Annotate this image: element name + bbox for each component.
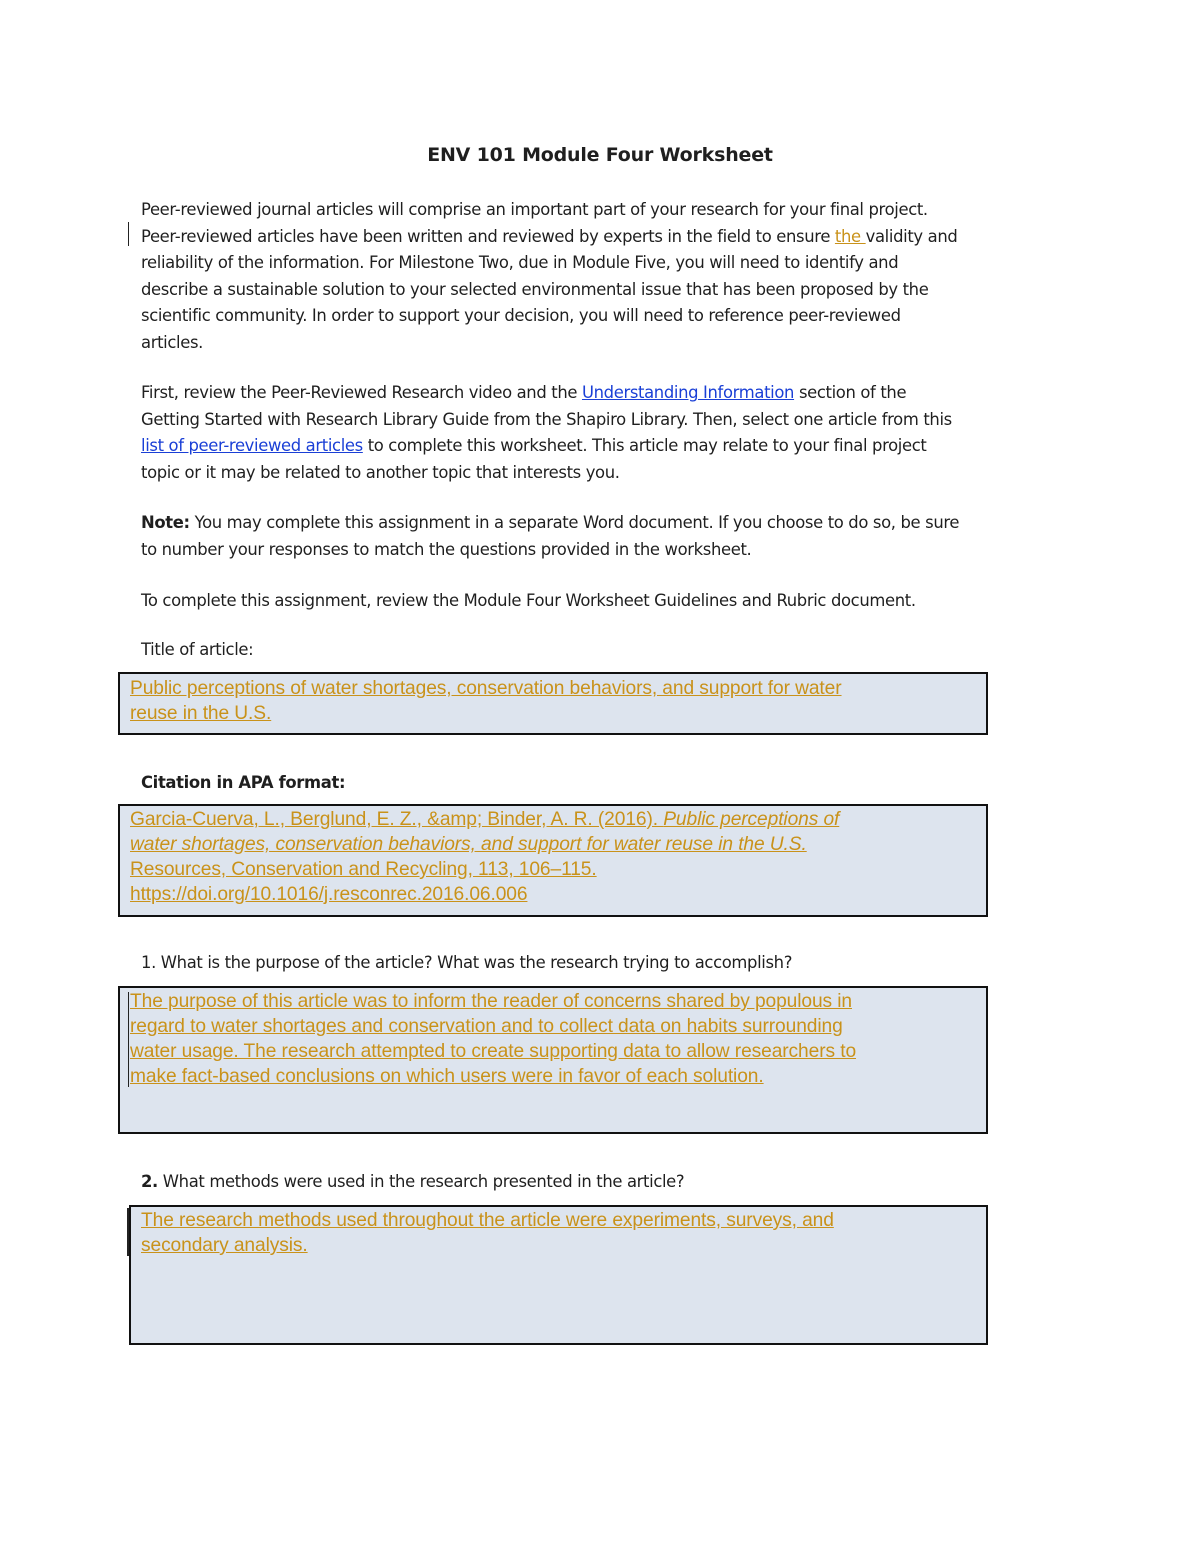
q2-cursor xyxy=(127,1208,129,1256)
note-paragraph xyxy=(141,510,1061,563)
intro-line-2-text: Peer-reviewed articles have been written and reviewed by experts in the field to ensure xyxy=(141,226,835,246)
q1-answer-line-3: water usage. The research attempted to create supporting data to allow researchers to xyxy=(130,1041,857,1062)
intro-line-2-end: validity and xyxy=(865,226,958,246)
document-title: ENV 101 Module Four Worksheet xyxy=(427,144,773,166)
q1-cursor xyxy=(128,992,129,1087)
note-line-2: to number your responses to match the questions provided in the worksheet. xyxy=(141,539,752,559)
intro-line-4: describe a sustainable solution to your selected environmental issue that has been proposed by the xyxy=(141,279,929,299)
peer-reviewed-articles-link[interactable]: list of peer-reviewed articles xyxy=(141,436,363,455)
note-line-1 xyxy=(141,510,1061,537)
instr-text-l3: to complete this worksheet. This article may relate to your final project xyxy=(362,436,927,455)
question-2-label xyxy=(141,1172,684,1191)
text-cursor xyxy=(128,222,129,246)
tracked-insertion: the xyxy=(834,226,866,246)
title-answer-text[interactable] xyxy=(130,676,842,726)
title-answer-line-2: reuse in the U.S. xyxy=(130,703,272,724)
q2-answer-text[interactable] xyxy=(141,1208,834,1258)
q2-answer-line-1: The research methods used throughout the article were experiments, surveys, and xyxy=(141,1210,834,1231)
citation-line-2 xyxy=(130,832,839,857)
intro-line-2 xyxy=(141,224,1061,251)
intro-line-6: articles. xyxy=(141,332,204,352)
note-text: You may complete this assignment in a separate Word document. If you choose to do so, be sure xyxy=(189,513,960,532)
understanding-information-link[interactable]: Understanding Information xyxy=(581,383,795,402)
q2-number: 2. xyxy=(141,1172,158,1191)
q2-text: What methods were used in the research presented in the article? xyxy=(157,1172,685,1191)
citation-title-part-2: water shortages, conservation behaviors, and support for water reuse in the U.S. xyxy=(130,834,807,855)
citation-answer-text[interactable] xyxy=(130,807,839,907)
intro-paragraph xyxy=(141,197,1061,356)
citation-label: Citation in APA format: xyxy=(141,773,346,792)
q1-answer-line-2: regard to water shortages and conservation and to collect data on habits surrounding xyxy=(130,1016,843,1037)
question-1-label: 1. What is the purpose of the article? What was the research trying to accomplish? xyxy=(141,953,793,972)
note-label: Note: xyxy=(141,513,190,532)
instr-line-4: topic or it may be related to another topic that interests you. xyxy=(141,462,620,482)
citation-doi-link[interactable]: https://doi.org/10.1016/j.resconrec.2016.06.006 xyxy=(130,884,528,905)
complete-line: To complete this assignment, review the Module Four Worksheet Guidelines and Rubric document. xyxy=(141,591,916,610)
q1-answer-line-1: The purpose of this article was to inform the reader of concerns shared by populous in xyxy=(130,991,852,1012)
q1-answer-line-4: make fact-based conclusions on which users were in favor of each solution. xyxy=(130,1066,764,1087)
title-of-article-label: Title of article: xyxy=(141,640,254,659)
q2-answer-line-2: secondary analysis. xyxy=(141,1235,308,1256)
citation-title-part-1: Public perceptions of xyxy=(663,809,840,830)
citation-authors: Garcia-Cuerva, L., Berglund, E. Z., &amp; Binder, A. R. (2016). xyxy=(130,809,664,830)
title-answer-line-1: Public perceptions of water shortages, conservation behaviors, and support for water xyxy=(130,678,842,699)
citation-line-1 xyxy=(130,807,839,832)
intro-line-3: reliability of the information. For Milestone Two, due in Module Five, you will need to identify and xyxy=(141,253,899,272)
instr-text-post: section of the xyxy=(794,383,907,402)
intro-line-1: Peer-reviewed journal articles will comprise an important part of your research for your final project. xyxy=(141,200,928,219)
instr-line-3 xyxy=(141,433,1061,460)
instructions-paragraph xyxy=(141,380,1061,486)
citation-line-3: Resources, Conservation and Recycling, 113, 106–115. xyxy=(130,859,597,880)
instr-line-1 xyxy=(141,380,1061,407)
instr-line-2: Getting Started with Research Library Guide from the Shapiro Library. Then, select one article from this xyxy=(141,409,952,429)
intro-line-5: scientific community. In order to support your decision, you will need to reference peer-reviewed xyxy=(141,306,901,325)
instr-text: First, review the Peer-Reviewed Research video and the xyxy=(141,383,582,402)
complete-paragraph xyxy=(141,588,1061,615)
q1-answer-text[interactable] xyxy=(130,989,856,1089)
